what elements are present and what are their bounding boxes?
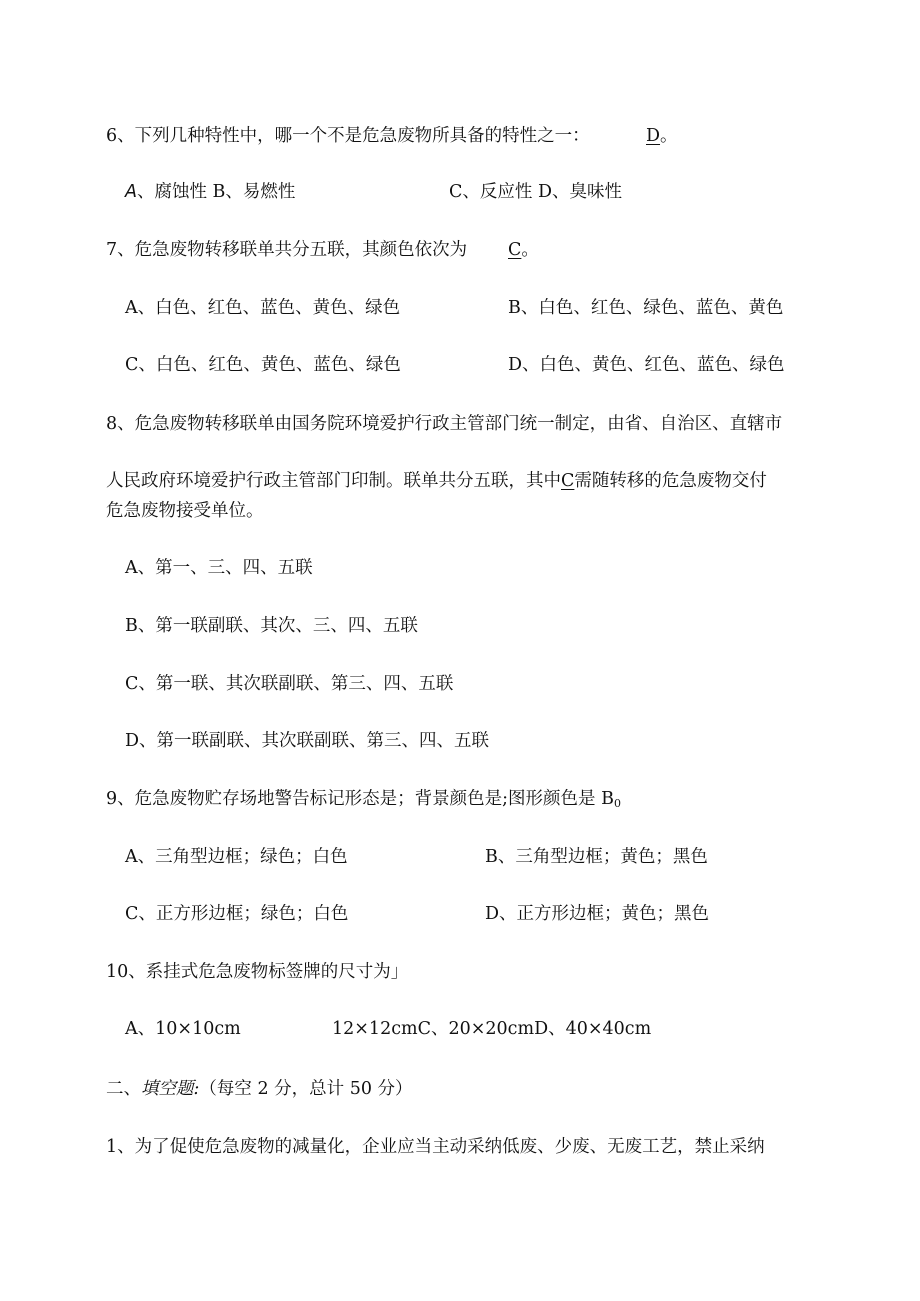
q8-option-b: B、第一联副联、其次、三、四、五联	[125, 616, 418, 636]
q7-answer-letter: C	[508, 240, 522, 260]
section2-number: 二、	[106, 1079, 141, 1099]
section2-title: 填空题:	[141, 1079, 200, 1099]
q8-option-d: D、第一联副联、其次联副联、第三、四、五联	[125, 731, 490, 751]
q8-line2-pre: 人民政府环境爱护行政主管部门印制。联单共分五联，其中	[106, 471, 561, 491]
q7-answer	[508, 238, 539, 262]
q7-option-b: B、白色、红色、绿色、蓝色、黄色	[508, 298, 784, 318]
q7-option-c: C、白色、红色、黄色、蓝色、绿色	[125, 355, 401, 375]
q6-answer	[646, 124, 678, 148]
q7-option-a: A、白色、红色、蓝色、黄色、绿色	[125, 298, 401, 318]
q9-option-b: B、三角型边框；黄色；黑色	[485, 847, 708, 867]
q8-line2-post: 需随转移的危急废物交付	[574, 471, 767, 491]
fill-question-1: 1、为了促使危急废物的减量化，企业应当主动采纳低废、少废、无废工艺，禁止采纳	[106, 1137, 765, 1157]
q7-stem-text: 7、危急废物转移联单共分五联，其颜色依次为	[106, 240, 468, 260]
q6-stem	[106, 124, 590, 148]
q10-option-a: A、10×10cm	[125, 1019, 241, 1039]
q8-line2	[106, 469, 767, 493]
q7-option-d: D、白色、黄色、红色、蓝色、绿色	[508, 355, 785, 375]
q6-stem-text: 6、下列几种特性中，哪一个不是危急废物所具备的特性之一：	[106, 126, 590, 146]
q7-stem	[106, 238, 467, 262]
q6-answer-end: 。	[660, 126, 678, 146]
q9-stem	[106, 787, 621, 816]
q9-option-d: D、正方形边框；黄色；黑色	[485, 904, 710, 924]
q9-option-a: A、三角型边框；绿色；白色	[125, 847, 348, 867]
q10-stem: 10、系挂式危急废物标签牌的尺寸为」	[106, 962, 409, 982]
q6-options-left-text: 、腐蚀性 B、易燃性	[136, 182, 296, 202]
q7-answer-end: 。	[521, 240, 539, 260]
q10-options-rest: 12×12cmC、20×20cmD、40×40cm	[332, 1019, 652, 1039]
q8-line1: 8、危急废物转移联单由国务院环境爱护行政主管部门统一制定，由省、自治区、直辖市	[106, 414, 783, 434]
q8-option-a: A、第一、三、四、五联	[125, 558, 313, 578]
q6-answer-letter: D	[646, 126, 661, 146]
q6-option-a-letter: A	[125, 182, 137, 202]
section2-heading	[106, 1077, 413, 1101]
q9-option-c: C、正方形边框；绿色；白色	[125, 904, 349, 924]
q8-answer-letter: C	[561, 471, 575, 491]
q6-options-right: C、反应性 D、臭味性	[449, 182, 622, 202]
q9-stem-subscript: 0	[613, 797, 621, 810]
q8-line3: 危急废物接受单位。	[106, 501, 264, 521]
q8-option-c: C、第一联、其次联副联、第三、四、五联	[125, 674, 454, 694]
section2-scoring: （每空 2 分，总计 50 分）	[199, 1079, 413, 1099]
q6-options-left	[125, 180, 295, 204]
q9-stem-text: 9、危急废物贮存场地警告标记形态是；背景颜色是;图形颜色是 B	[106, 789, 614, 809]
